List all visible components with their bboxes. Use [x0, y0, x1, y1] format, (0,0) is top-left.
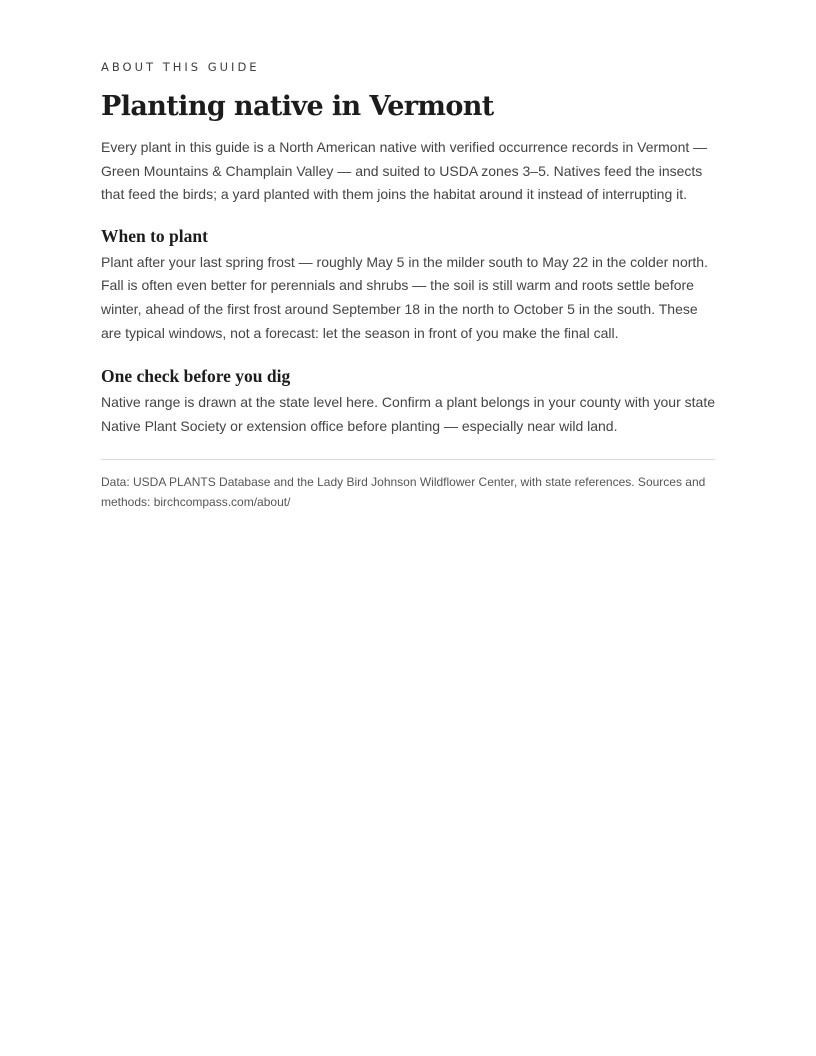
check-before-dig-paragraph: Native range is drawn at the state level here. Confirm a plant belongs in your county with your state Native Plant Society or extension office before planting — especially near wild land.	[101, 394, 715, 434]
when-to-plant-heading: When to plant	[101, 225, 208, 246]
data-sources-footnote: Data: USDA PLANTS Database and the Lady Bird Johnson Wildflower Center, with state references. Sources and methods: birchcompass.com/about/	[101, 475, 706, 510]
when-to-plant-paragraph: Plant after your last spring frost — roughly May 5 in the milder south to May 22 in the colder north. Fall is often even better for perennials and shrubs — the soil is still warm and roots settle before winter, ahead of the first frost around September 18 in the north to October 5 in the south. These are typical windows, not a forecast: let the season in front of you make the final call.	[101, 253, 708, 341]
about-guide-page	[101, 58, 715, 512]
divider	[101, 459, 715, 460]
check-before-dig-heading: One check before you dig	[101, 366, 291, 387]
when-to-plant-section	[101, 225, 715, 345]
check-before-dig-section	[101, 365, 715, 438]
section-eyebrow: ABOUT THIS GUIDE	[101, 60, 260, 74]
intro-paragraph: Every plant in this guide is a North American native with verified occurrence records in Vermont — Green Mountains & Champlain Valley — and suited to USDA zones 3–5. Natives feed the insects that feed the birds; a yard planted with them joins the habitat around it instead of interrupting it.	[101, 139, 708, 203]
page-title: Planting native in Vermont	[101, 91, 494, 122]
